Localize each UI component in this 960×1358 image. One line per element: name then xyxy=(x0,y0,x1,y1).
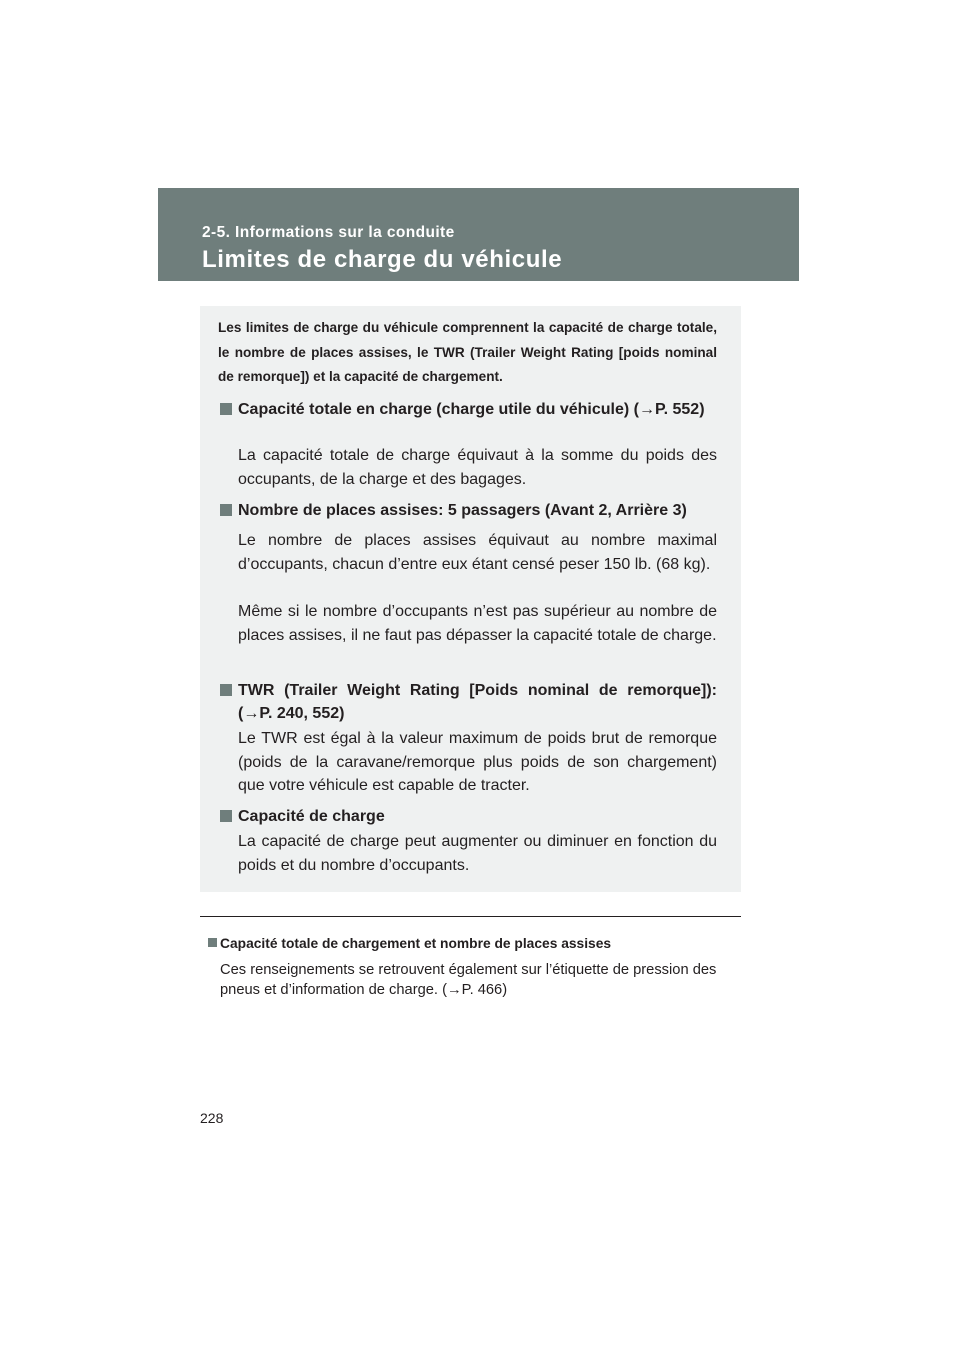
item-body: Même si le nombre d’occupants n’est pas supérieur au nombre de places assises, il ne faut pas dépasser la capacité totale de charge. xyxy=(238,603,717,644)
page-number: 228 xyxy=(200,1110,224,1126)
item-heading xyxy=(218,499,717,522)
item-body: La capacité totale de charge équivaut à la somme du poids des occupants, de la charge et des bagages. xyxy=(238,447,717,488)
item-body: La capacité de charge peut augmenter ou diminuer en fonction du poids et du nombre d’occupants. xyxy=(238,833,717,874)
square-bullet-icon xyxy=(208,938,217,947)
square-bullet-icon xyxy=(220,810,232,822)
item-heading xyxy=(218,398,717,421)
item-heading-text: Capacité de charge xyxy=(238,808,385,825)
divider xyxy=(200,916,741,917)
note-heading-text: Capacité totale de chargement et nombre de places assises xyxy=(220,936,612,951)
note-body: Ces renseignements se retrouvent également sur l’étiquette de pression des pneus et d’information de charge. (→P. 466) xyxy=(220,962,717,998)
page-title: Limites de charge du véhicule xyxy=(202,246,563,273)
square-bullet-icon xyxy=(220,403,232,415)
info-box xyxy=(200,306,741,892)
intro-paragraph: Les limites de charge du véhicule comprennent la capacité de charge totale, le nombre de places assises, le TWR (Trailer Weight Rating [poids nominal de remorque]) et la capacité de chargement. xyxy=(218,320,717,384)
section-label: 2-5. Informations sur la conduite xyxy=(202,224,455,241)
item-heading-text: TWR (Trailer Weight Rating [Poids nominal de remorque]): (→P. 240, 552) xyxy=(238,682,717,722)
item-heading xyxy=(218,679,717,725)
item-body: Le nombre de places assises équivaut au nombre maximal d’occupants, chacun d’entre eux étant censé peser 150 lb. (68 kg). xyxy=(238,532,717,573)
item-heading xyxy=(218,805,717,828)
square-bullet-icon xyxy=(220,684,232,696)
note-heading xyxy=(208,934,748,953)
item-heading-text: Nombre de places assises: 5 passagers (Avant 2, Arrière 3) xyxy=(238,502,687,519)
item-heading-text: Capacité totale en charge (charge utile du véhicule) (→P. 552) xyxy=(238,401,705,418)
section-header-band xyxy=(158,188,799,281)
item-body: Le TWR est égal à la valeur maximum de poids brut de remorque (poids de la caravane/remorque plus poids de son chargement) que votre véhicule est capable de tracter. xyxy=(238,730,717,794)
square-bullet-icon xyxy=(220,504,232,516)
